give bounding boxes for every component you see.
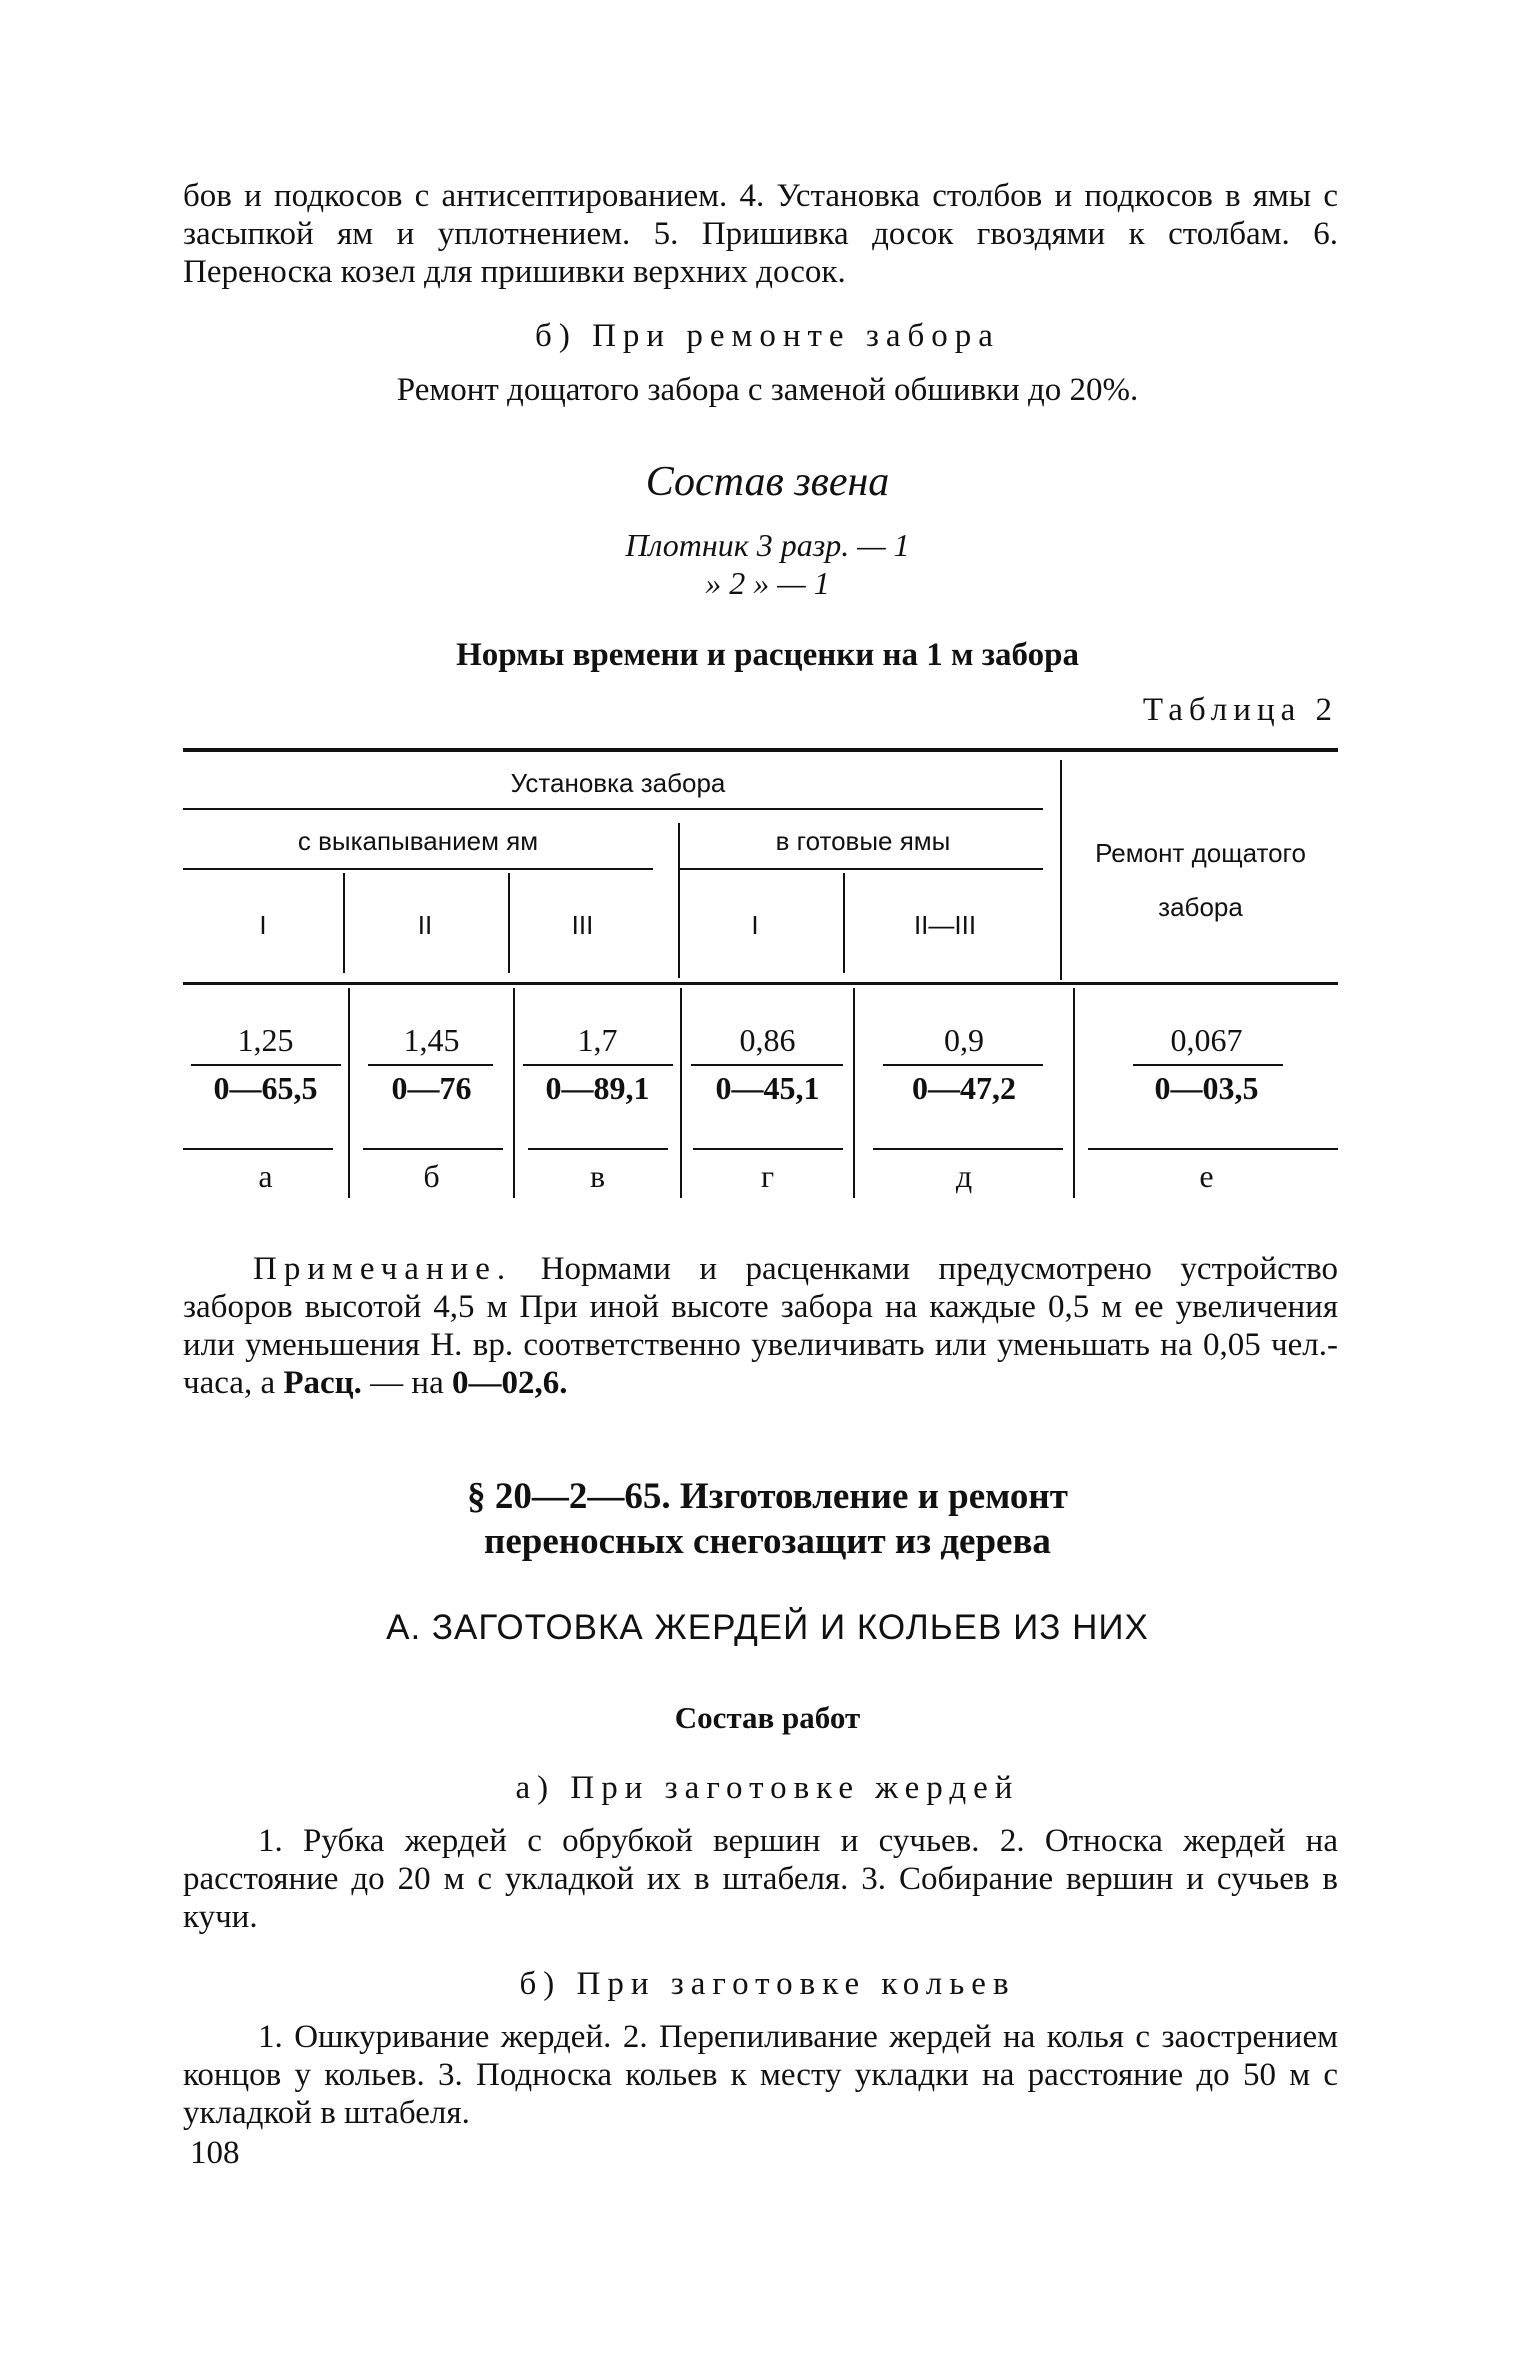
cell-a-norm: 1,25 <box>237 1022 294 1058</box>
letter-b: б <box>423 1158 440 1194</box>
note-paragraph <box>183 1250 1338 1402</box>
letter-a: а <box>258 1158 273 1194</box>
repair-text: Ремонт дощатого забора с заменой обшивки до 20%. <box>396 372 1139 408</box>
repair-column-header: Ремонт дощатого забора <box>1095 838 1306 922</box>
note-tail: — на <box>361 1365 452 1401</box>
sub-header-2: II <box>417 910 433 940</box>
cell-a-rate: 0—65,5 <box>213 1070 318 1106</box>
section-title-line-1: § 20—2—65. Изготовление и ремонт <box>467 1476 1068 1517</box>
crew-line-2: » 2 » — 1 <box>705 565 830 601</box>
cell-g-norm: 0,86 <box>739 1022 796 1058</box>
sub-header-3: III <box>571 910 594 940</box>
cell-e-norm: 0,067 <box>1170 1022 1243 1058</box>
group-install-header: Установка забора <box>510 768 726 798</box>
norms-table <box>183 748 1338 1198</box>
works-a-heading: а) При заготовке жердей <box>515 1770 1020 1806</box>
top-paragraph: бов и подкосов с антисептированием. 4. Установка столбов и подкосов в ямы с засыпкой ям и уплотнением. 5. Пришивка досок гвоздями к столбам. 6. Переноска козел для пришивки верхних досок. <box>183 178 1338 290</box>
cell-d-rate: 0—47,2 <box>912 1070 1016 1106</box>
letter-e: е <box>1199 1158 1214 1194</box>
table-label: Таблица 2 <box>1142 692 1338 728</box>
works-b-text: 1. Ошкуривание жердей. 2. Перепиливание жердей на колья с заострением концов у кольев. 3. Подноска кольев к месту укладки на расстояние до 50 м с укладкой в штабеля. <box>183 2019 1338 2131</box>
cell-v-rate: 0—89,1 <box>545 1070 650 1106</box>
norms-heading: Нормы времени и расценки на 1 м забора <box>456 637 1079 673</box>
section-title-line-2: переносных снегозащит из дерева <box>484 1521 1051 1562</box>
works-a-text: 1. Рубка жердей с обрубкой вершин и сучьев. 2. Относка жердей на расстояние до 20 м с укладкой их в штабеля. 3. Собирание вершин и сучьев в кучи. <box>183 1823 1338 1935</box>
subsection-a-heading: А. ЗАГОТОВКА ЖЕРДЕЙ И КОЛЬЕВ ИЗ НИХ <box>386 1608 1149 1647</box>
cell-d-norm: 0,9 <box>944 1022 984 1058</box>
note-rasc: Расц. <box>283 1365 362 1401</box>
cell-b-norm: 1,45 <box>403 1022 460 1058</box>
crew-line-1: Плотник 3 разр. — 1 <box>625 527 910 563</box>
note-label: Примечание. <box>253 1251 513 1287</box>
note-text: Нормами и расценками предусмотрено устройство заборов высотой 4,5 м При иной высоте забора на каждые 0,5 м ее увеличения или уменьшения Н. вр. соответственно увеличивать или уменьшать на 0,05 чел.-часа, а <box>183 1251 1338 1401</box>
letter-g: г <box>760 1158 775 1194</box>
note-value: 0—02,6. <box>451 1365 568 1401</box>
letter-d: д <box>955 1158 973 1194</box>
sub-header-4: I <box>751 910 759 940</box>
repair-heading: б) При ремонте забора <box>535 318 1000 354</box>
page-number: 108 <box>190 2135 240 2171</box>
group-dig-header: с выкапыванием ям <box>297 826 539 856</box>
sub-header-1: I <box>259 910 267 940</box>
works-b-heading: б) При заготовке кольев <box>519 1966 1016 2002</box>
cell-g-rate: 0—45,1 <box>715 1070 820 1106</box>
group-ready-header: в готовые ямы <box>775 826 951 856</box>
cell-v-norm: 1,7 <box>577 1022 618 1058</box>
letter-v: в <box>589 1158 606 1194</box>
cell-e-rate: 0—03,5 <box>1154 1070 1259 1106</box>
crew-heading: Состав звена <box>645 459 890 505</box>
sub-header-5: II—III <box>913 910 977 940</box>
cell-b-rate: 0—76 <box>391 1070 472 1106</box>
works-heading: Состав работ <box>674 1700 861 1735</box>
